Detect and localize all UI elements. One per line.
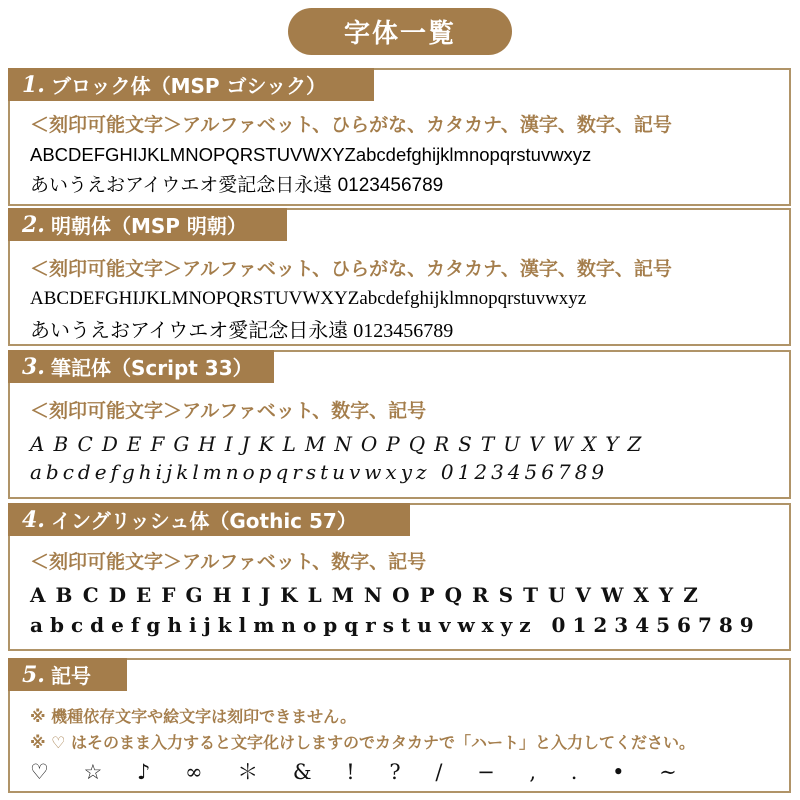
note-heart: ※ ♡ はそのまま入力すると文字化けしますのでカタカナで「ハート」と入力してください。: [30, 733, 696, 752]
allowed-chars: ＜刻印可能文字＞アルファベット、数字、記号: [30, 551, 427, 573]
section-title: 明朝体（MSP 明朝）: [50, 214, 247, 238]
section-number: 2.: [22, 211, 45, 238]
section-heading: [8, 658, 127, 691]
section-heading: [8, 350, 274, 383]
section-heading: [8, 68, 374, 101]
section-number: 4.: [22, 506, 45, 533]
sample-japanese: あいうえおアイウエオ愛記念日永遠 0123456789: [30, 320, 454, 342]
section-title: ブロック体（MSP ゴシック）: [50, 74, 327, 98]
page-title: 字体一覧: [288, 8, 512, 55]
note-unsupported: ※ 機種依存文字や絵文字は刻印できません。: [30, 707, 357, 726]
section-heading: [8, 503, 410, 536]
symbol-list: ♡ ☆ ♪ ∞ ＊ & ! ? / − , . • ∼: [30, 760, 691, 784]
section-script-font: [8, 350, 791, 499]
allowed-chars: ＜刻印可能文字＞アルファベット、数字、記号: [30, 400, 427, 422]
sample-lowercase-digits: abcdefghijklmnopqrstuvwxyz 0123456789: [30, 460, 609, 484]
section-number: 5.: [22, 661, 45, 688]
section-heading: [8, 208, 287, 241]
section-mincho-font: [8, 208, 791, 346]
section-title: イングリッシュ体（Gothic 57）: [50, 509, 357, 533]
sample-alphabet: ABCDEFGHIJKLMNOPQRSTUVWXYZabcdefghijklmnopqrstuvwxyz: [30, 288, 587, 309]
section-number: 3.: [22, 353, 45, 380]
allowed-chars: ＜刻印可能文字＞アルファベット、ひらがな、カタカナ、漢字、数字、記号: [30, 114, 672, 136]
sample-uppercase: ABCDEFGHIJKLMNOPQRSTUVWXYZ: [30, 432, 651, 456]
sample-lowercase-digits: abcdefghijklmnopqrstuvwxyz 0123456789: [30, 613, 761, 637]
sample-alphabet: ABCDEFGHIJKLMNOPQRSTUVWXYZabcdefghijklmnopqrstuvwxyz: [30, 144, 592, 165]
sample-japanese: あいうえおアイウエオ愛記念日永遠 0123456789: [30, 175, 444, 196]
section-gothic-font: [8, 503, 791, 651]
allowed-chars: ＜刻印可能文字＞アルファベット、ひらがな、カタカナ、漢字、数字、記号: [30, 258, 672, 280]
section-title: 筆記体（Script 33）: [50, 356, 253, 380]
sample-uppercase: ABCDEFGHIJKLMNOPQRSTUVWXYZ: [30, 583, 708, 607]
section-number: 1.: [22, 71, 45, 98]
section-title: 記号: [50, 664, 91, 688]
section-symbols: [8, 658, 791, 793]
section-block-font: [8, 68, 791, 206]
